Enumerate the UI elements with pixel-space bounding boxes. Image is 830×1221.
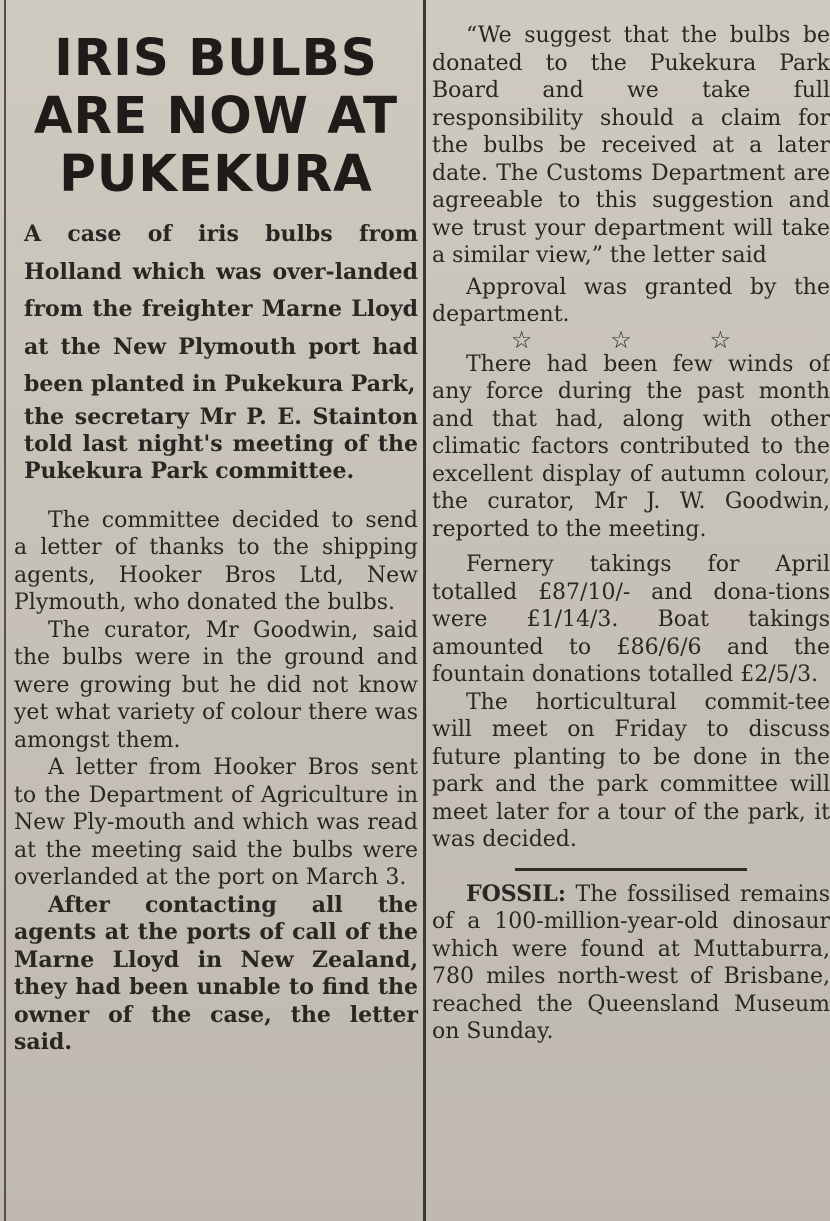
- headline: [18, 30, 414, 204]
- article-paragraph-owner-search: After contacting all the agents at the ports of call of the Marne Lloyd in New Zealand, they had been unable to find the owner of the case, the letter said.: [14, 891, 418, 1055]
- star-icon: ☆: [510, 325, 533, 354]
- star-icon: ☆: [709, 325, 732, 354]
- article-paragraph-letter: A letter from Hooker Bros sent to the Department of Agriculture in New Ply-mouth and which was read at the meeting said the bulbs were overlanded at the port on March 3.: [14, 755, 418, 890]
- lead-paragraph-2: the secretary Mr P. E. Stainton told last night's meeting of the Pukekura Park committee.: [24, 403, 418, 484]
- article-paragraph-winds: There had been few winds of any force during the past month and that had, along with other climatic factors contributed to the excellent display of autumn colour, the curator, Mr J. W. Goodwin, reported to the meeting.: [432, 351, 830, 542]
- star-icon: ☆: [610, 325, 632, 354]
- left-column: [14, 0, 418, 1057]
- article-paragraph-horticultural: The horticultural commit-tee will meet on Friday to discuss future planting to be done in the park and the park committee will meet later for a tour of the park, it was decided.: [432, 689, 830, 852]
- lead-paragraph-1: A case of iris bulbs from Holland which was over-landed from the freighter Marne Lloyd at the New Plymouth port had been planted in Pukekura Park,: [24, 221, 418, 397]
- headline-line-1: IRIS BULBS: [54, 29, 378, 88]
- headline-line-2: ARE NOW AT: [33, 87, 399, 146]
- left-border-rule: [4, 0, 6, 1221]
- article-paragraph-letter-quote: “We suggest that the bulbs be donated to the Pukekura Park Board and we take full responsibility should a claim for the bulbs be received at a later date. The Customs Department are agreeable to this suggestion and we trust your department will take a similar view,” the letter said: [432, 23, 830, 268]
- article-paragraph-approval: Approval was granted by the department.: [432, 274, 830, 327]
- column-divider-rule: [423, 0, 426, 1221]
- fossil-paragraph: [432, 881, 830, 1046]
- fossil-text: The fossilised remains of a 100-million-year-old dinosaur which were found at Muttaburra, 780 miles north-west of Brisbane, reached the Queensland Museum on Sunday.: [432, 881, 830, 1044]
- headline-line-3: PUKEKURA: [59, 145, 373, 204]
- right-column: [432, 0, 830, 1046]
- section-break-stars: [432, 325, 830, 354]
- article-paragraph-committee: The committee decided to send a letter of thanks to the shipping agents, Hooker Bros Ltd, New Plymouth, who donated the bulbs.: [14, 507, 418, 615]
- fossil-label: FOSSIL:: [466, 880, 566, 907]
- section-divider: [515, 868, 747, 871]
- article-paragraph-takings: Fernery takings for April totalled £87/10/- and dona-tions were £1/14/3. Boat takings amounted to £86/6/6 and the fountain donations totalled £2/5/3.: [432, 552, 830, 687]
- article-paragraph-curator: The curator, Mr Goodwin, said the bulbs were in the ground and were growing but he did not know yet what variety of colour there was amongst them.: [14, 617, 418, 753]
